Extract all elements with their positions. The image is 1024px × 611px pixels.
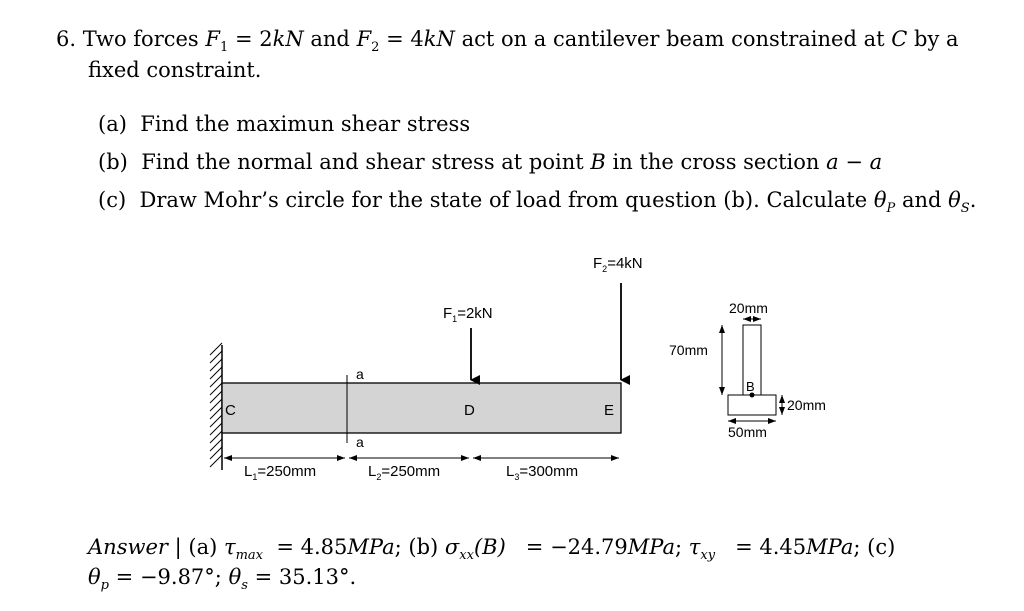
text-span: and [310, 27, 350, 51]
force-label-F1 [443, 305, 493, 324]
text-span: . [969, 188, 977, 212]
punctuation: ; [675, 535, 683, 559]
answer-separator: | [174, 535, 182, 559]
subquestion-text: Find the normal and shear stress at point [141, 150, 584, 174]
symbol-theta-p: θ [88, 565, 101, 589]
subquestion-label: (a) [98, 112, 127, 136]
symbol-F1: F [205, 27, 220, 51]
answer-label: Answer [88, 535, 168, 559]
F1-sub: 1 [452, 314, 458, 324]
subscript-xx: xx [459, 548, 474, 564]
L3-sub: 3 [514, 472, 520, 482]
subquestion-b [98, 152, 882, 173]
symbol-theta-s: θ [228, 565, 242, 589]
point-label-D: D [464, 402, 475, 419]
text-span: and [901, 188, 942, 212]
answer-theta-p-value: = −9.87°; [115, 565, 222, 589]
F1-letter: F [443, 305, 453, 322]
answer-line2 [88, 567, 356, 592]
punctuation: ; [394, 535, 402, 559]
fixed-support [210, 343, 222, 470]
text-span: by a [914, 27, 959, 51]
answer-c-label: (c) [867, 535, 896, 559]
dimension-label-20mm-flange: 20mm [787, 397, 826, 413]
point-label-C: C [225, 402, 236, 419]
section-label: a − a [826, 150, 883, 174]
subquestion-text: in the cross section [612, 150, 820, 174]
punctuation: ; [853, 535, 861, 559]
subquestion-text: Draw Mohr’s circle for the state of load from question (b). Calculate [139, 188, 868, 212]
subscript-xy: xy [700, 548, 716, 564]
L1-sub: 1 [252, 472, 258, 482]
symbol-B: B [590, 150, 606, 174]
symbol-C: C [891, 27, 908, 51]
symbol-sigma: σ [444, 535, 460, 559]
subscript-max: max [235, 548, 264, 564]
problem-number: 6. [56, 27, 77, 51]
subscript-S: S [960, 201, 970, 217]
L1-letter: L [244, 463, 253, 480]
answer-a-value: = 4.85 [276, 535, 348, 559]
L3-value: =300mm [519, 463, 579, 480]
subscript-s: s [241, 578, 248, 594]
subquestion-text: Find the maximun shear stress [140, 112, 471, 136]
subquestion-label: (b) [98, 150, 128, 174]
L2-letter: L [368, 463, 377, 480]
subquestion-c [98, 190, 976, 215]
cross-section [669, 300, 826, 440]
problem-statement-line1 [56, 29, 959, 54]
dimension-label-50mm: 50mm [728, 424, 767, 440]
section-flange [728, 395, 776, 415]
answer-b-sigma-value: = −24.79 [525, 535, 628, 559]
L3-letter: L [506, 463, 515, 480]
unit-MPa: MPa [627, 535, 676, 559]
dimension-label-70mm: 70mm [669, 342, 708, 358]
section-label-a-bottom: a [356, 434, 364, 450]
subquestion-a [98, 114, 470, 135]
subquestion-label: (c) [98, 188, 127, 212]
subscript-2: 2 [371, 40, 380, 56]
dimension-label-20mm-top: 20mm [729, 300, 768, 316]
unit-kN: kN [272, 27, 304, 51]
text-span: act on a cantilever beam constrained at [461, 27, 885, 51]
symbol-theta: θ [873, 188, 887, 212]
unit-kN: kN [423, 27, 455, 51]
unit-MPa: MPa [347, 535, 395, 559]
L2-sub: 2 [376, 472, 382, 482]
dimension-label-L3 [506, 463, 578, 482]
force-label-F2 [593, 255, 643, 274]
dimension-label-L1 [244, 463, 316, 482]
text-span: = 2 [234, 27, 273, 51]
L1-value: =250mm [257, 463, 317, 480]
subscript-P: P [886, 201, 896, 217]
F2-sub: 2 [602, 264, 608, 274]
symbol-tau: τ [688, 535, 701, 559]
point-label-B: B [746, 379, 755, 394]
unit-MPa: MPa [806, 535, 854, 559]
text-span: Two forces [82, 27, 199, 51]
F2-value: =4kN [607, 255, 643, 272]
answer-b-label: (b) [408, 535, 439, 559]
subscript-1: 1 [219, 40, 229, 56]
subscript-p: p [100, 578, 109, 594]
sigma-argument: (B) [473, 535, 506, 559]
beam [222, 383, 621, 433]
F2-letter: F [593, 255, 603, 272]
symbol-F2: F [356, 27, 372, 51]
answer-a-label: (a) [188, 535, 218, 559]
answer-theta-s-value: = 35.13°. [254, 565, 357, 589]
F1-value: =2kN [457, 305, 493, 322]
answer-line1 [88, 537, 895, 562]
L2-value: =250mm [381, 463, 441, 480]
answer-b-tau-value: = 4.45 [735, 535, 807, 559]
dimension-label-L2 [368, 463, 440, 482]
text-span: = 4 [386, 27, 424, 51]
problem-statement-line2: fixed constraint. [88, 58, 262, 82]
point-label-E: E [604, 402, 615, 419]
symbol-theta: θ [948, 188, 961, 212]
beam-figure [200, 245, 860, 485]
section-label-a-top: a [356, 366, 364, 382]
symbol-tau: τ [223, 535, 236, 559]
